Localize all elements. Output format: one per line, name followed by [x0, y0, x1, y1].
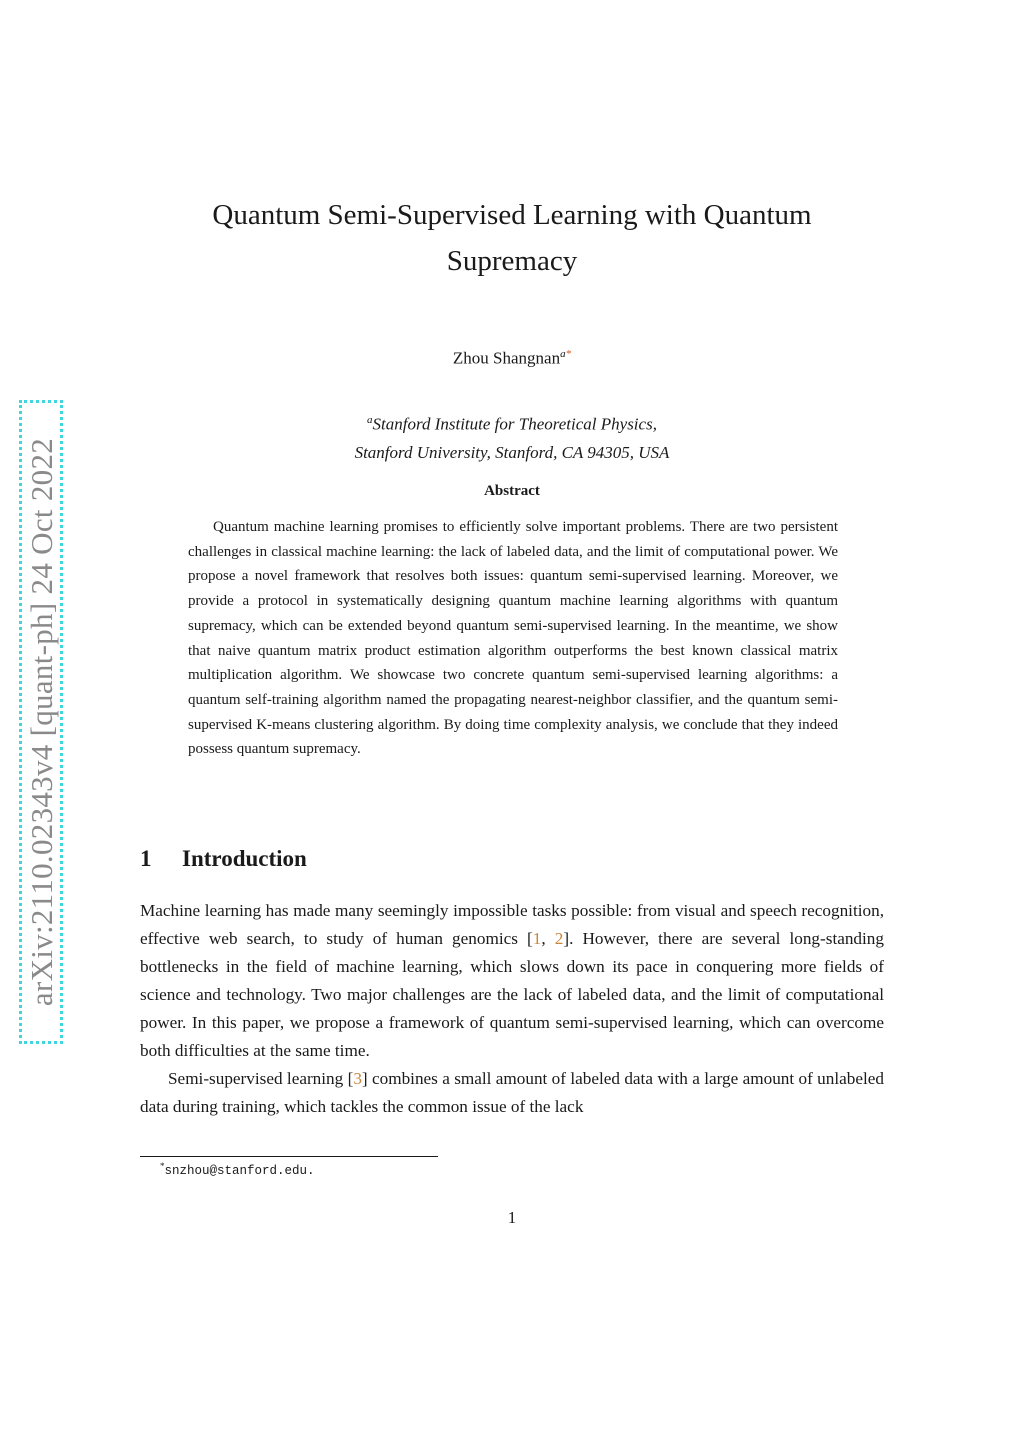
footnote-mark: * [160, 1161, 165, 1171]
author-name: Zhou Shangnan [452, 348, 561, 368]
section-heading [140, 846, 307, 872]
author-affil-mark: a* [560, 348, 572, 360]
section-title: Introduction [182, 846, 307, 871]
affiliation-line-2: Stanford University, Stanford, CA 94305, USA [354, 442, 670, 462]
citation-link-3[interactable]: 3 [353, 1069, 362, 1088]
citation-link-1[interactable]: 1 [532, 929, 542, 948]
page-number: 1 [507, 1208, 517, 1227]
paper-title: Quantum Semi-Supervised Learning with Quantum Supremacy [212, 199, 812, 277]
affiliation-line-1: $^a$Stanford Institute for Theoretical Physics, [367, 414, 657, 434]
abstract-heading: Abstract [484, 483, 540, 499]
footnote-divider [140, 1156, 438, 1157]
section-number: 1 [140, 846, 152, 871]
footnote [160, 1161, 315, 1178]
intro-paragraph-1: Machine learning has made many seemingly impossible tasks possible: from visual and speech recognition, effective web search, to study of human genomics [1, 2]. However, there are several long-standing bottlenecks in the field of machine learning, which slows down its pace in conquering more fields of science and technology. Two major challenges are the lack of labeled data, and the limit of computational power. In this paper, we propose a framework of quantum semi-supervised learning, which can overcome both difficulties at the same time. [140, 901, 884, 1060]
citation-link-2[interactable]: 2 [554, 929, 564, 948]
abstract-text: Quantum machine learning promises to efficiently solve important problems. There are two persistent challenges in classical machine learning: the lack of labeled data, and the limit of computational power. We propose a novel framework that resolves both issues: quantum semi-supervised learning. Moreover, we provide a protocol in systematically designing quantum machine learning algorithms with quantum supremacy, which can be extended beyond quantum semi-supervised learning. In the meantime, we show that naive quantum matrix product estimation algorithm outperforms the best known classical matrix multiplication algorithm. We showcase two concrete quantum semi-supervised learning algorithms: a quantum self-training algorithm named the propagating nearest-neighbor classifier, and the quantum semi-supervised K-means clustering algorithm. By doing time complexity analysis, we conclude that they indeed possess quantum supremacy. [188, 519, 838, 758]
affiliation-mark: a [367, 414, 373, 426]
author-footnote-link[interactable]: * [565, 348, 572, 360]
arxiv-identifier: arXiv:2110.02343v4 [quant-ph] 24 Oct 2022 [24, 437, 59, 1007]
affiliation [0, 406, 1024, 467]
author-line [0, 348, 1024, 369]
intro-paragraph-2: Semi-supervised learning [3] combines a small amount of labeled data with a large amount of unlabeled data during training, which tackles the common issue of the lack [140, 1069, 884, 1116]
footnote-email[interactable]: snzhou@stanford.edu. [164, 1164, 315, 1179]
introduction-body [140, 897, 884, 1121]
